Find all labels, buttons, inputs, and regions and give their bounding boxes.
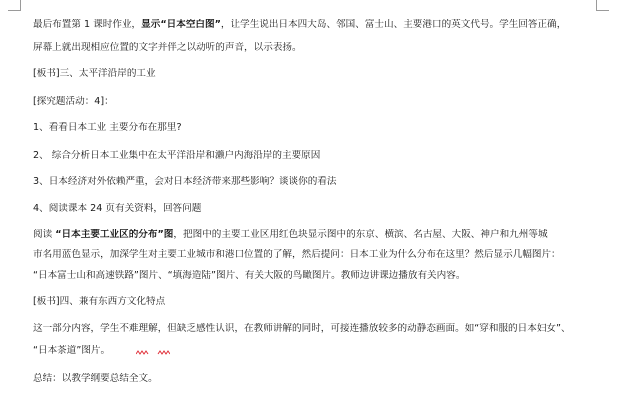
paragraph-line	[33, 19, 593, 31]
activity-heading: [探究题活动：4]：	[33, 96, 114, 107]
paragraph-line: “日本茶道”图片。	[33, 345, 111, 356]
paragraph-line: 市名用蓝色显示，加深学生对主要工业城市和港口位置的了解，然后提问：日本工业为什么分布在这里？然后显示几幅图片：	[33, 249, 561, 260]
paragraph-line: “日本富士山和高速铁路”图片、“填海造陆”图片、有关大阪的鸟瞰图片。教师边讲课边播放有关内容。	[33, 270, 466, 281]
bold-text: “日本主要工业区的分布”图	[55, 229, 174, 240]
paragraph-line	[33, 229, 593, 241]
paragraph-line: 这一部分内容，学生不难理解，但缺乏感性认识，在教师讲解的同时，可接连播放较多的动静态画面。如“穿和服的日本妇女”、	[33, 323, 571, 334]
spellcheck-underline	[136, 350, 170, 356]
list-item: 2、 综合分析日本工业集中在太平洋沿岸和濑户内海沿岸的主要原因	[33, 150, 321, 161]
list-item: 4、阅读课本 24 页有关资料，回答问题	[33, 203, 202, 214]
line-text: 阅读	[33, 229, 56, 240]
board-heading: [板书]四、兼有东西方文化特点	[33, 296, 166, 307]
summary-line: 总结：以教学纲要总结全文。	[33, 373, 158, 384]
line-text: ，把图中的主要工业区用红色块显示图中的东京、横滨、名古屋、大阪、神户和九州等城	[173, 229, 548, 240]
page-corner-mark-right	[596, 0, 609, 11]
board-heading: [板书]三、太平洋沿岸的工业	[33, 68, 156, 79]
page-corner-mark-left	[8, 0, 21, 11]
list-item: 3、日本经济对外依赖严重，会对日本经济带来那些影响？谈谈你的看法	[33, 176, 337, 187]
paragraph-line: 屏幕上就出现相应位置的文字并伴之以动听的声音，以示表扬。	[33, 42, 302, 53]
line-text: ，让学生说出日本四大岛、邻国、富士山、主要港口的英文代号。学生回答正确，	[220, 19, 567, 30]
list-item: 1、看看日本工业 主要分布在那里?	[33, 122, 182, 133]
bold-text: 显示“日本空白图”	[141, 19, 221, 30]
line-text: 最后布置第 1 课时作业，	[33, 19, 142, 30]
spellcheck-wave	[136, 351, 170, 354]
